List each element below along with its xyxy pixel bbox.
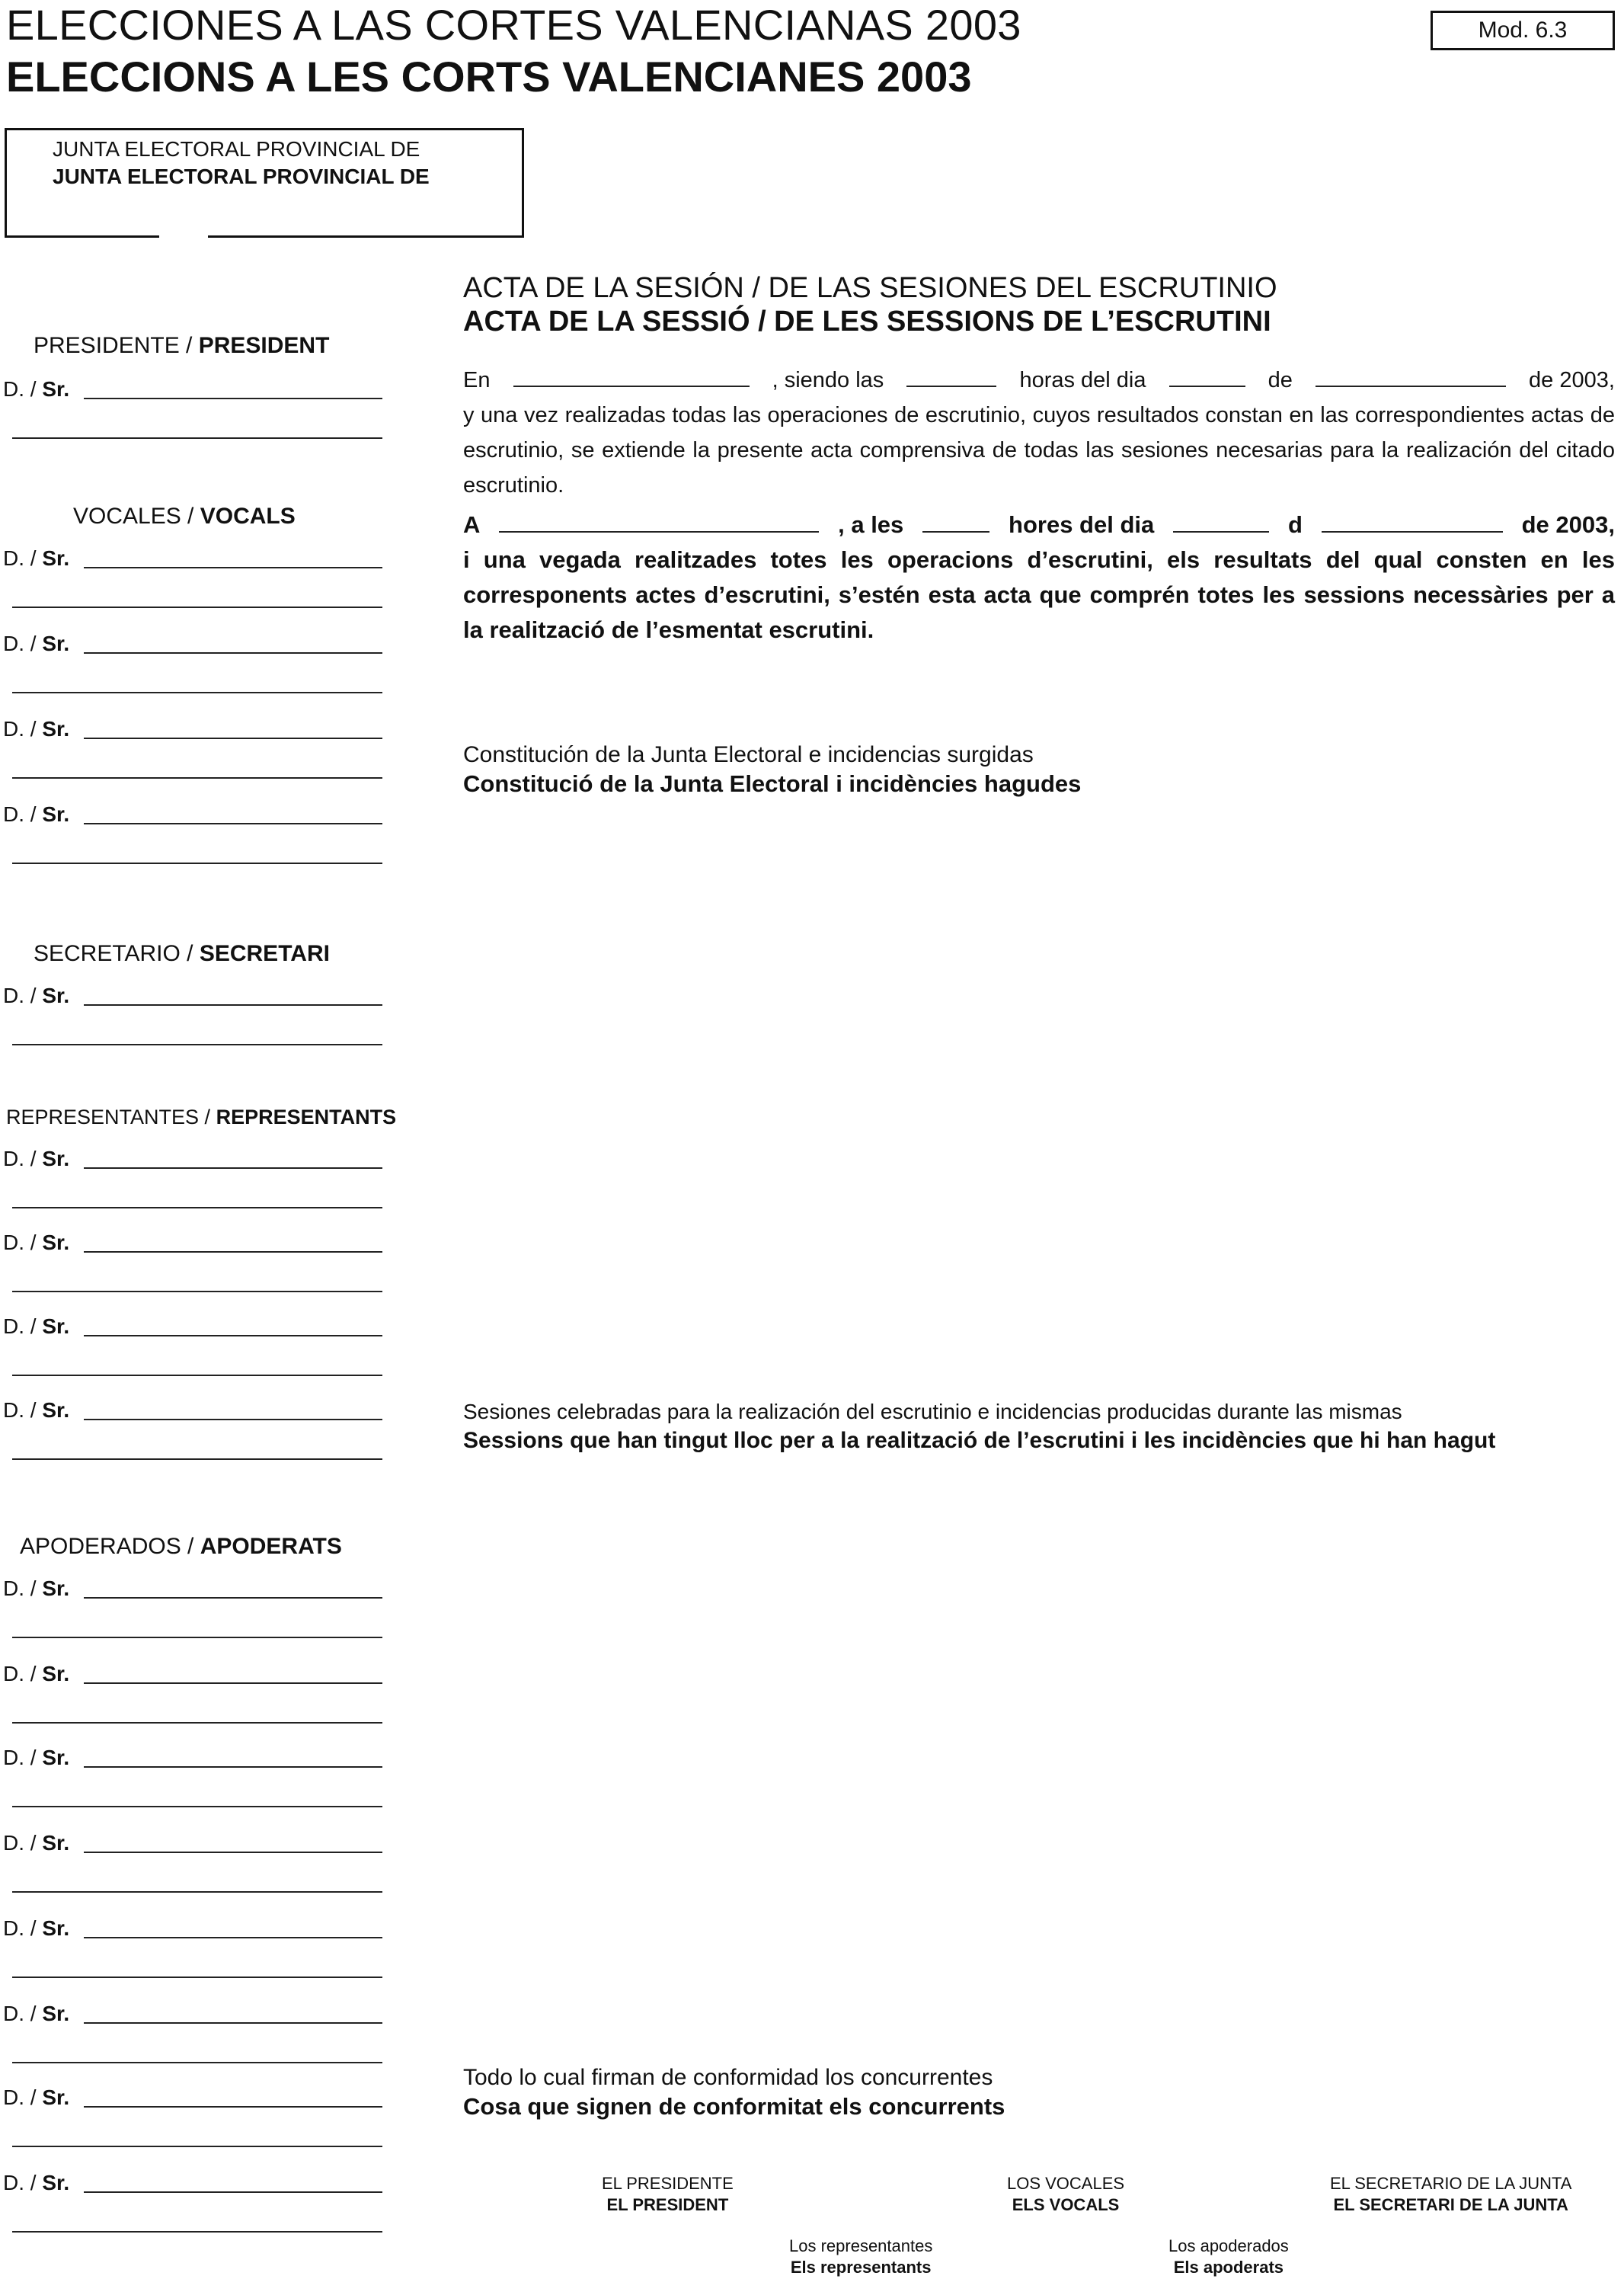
vocales-name-row [3, 716, 69, 742]
representantes-name-row [3, 1230, 69, 1256]
model-number-badge: Mod. 6.3 [1431, 11, 1615, 50]
prefix-label: D. / [3, 1916, 37, 1940]
prefix-label-va: Sr. [42, 717, 70, 741]
hour-field[interactable] [906, 366, 996, 387]
apoderados-name-field[interactable] [84, 1597, 382, 1599]
prefix-label: D. / [3, 1231, 37, 1254]
apoderados-signature-field[interactable] [12, 2062, 382, 2063]
prefix-label: D. / [3, 546, 37, 570]
prefix-label-va: Sr. [42, 1398, 70, 1422]
hour-field-va[interactable] [922, 511, 989, 533]
prefix-label-va: Sr. [42, 632, 70, 655]
prefix-label-va: Sr. [42, 2171, 70, 2194]
firma-section: Todo lo cual firman de conformidad los concurrentes Cosa que signen de conformitat els concurrents [463, 2065, 1005, 2120]
president-group-label: PRESIDENTE / PRESIDENT [34, 333, 330, 358]
acta-title-spanish: ACTA DE LA SESIÓN / DE LAS SESIONES DEL ESCRUTINIO [463, 272, 1277, 304]
junta-label-valencian: JUNTA ELECTORAL PROVINCIAL DE [53, 165, 430, 188]
apoderados-signature-field[interactable] [12, 1722, 382, 1724]
prefix-label-va: Sr. [42, 1831, 70, 1855]
apoderados-signature-field[interactable] [12, 2231, 382, 2233]
apoderados-name-field[interactable] [84, 2191, 382, 2193]
junta-label-spanish: JUNTA ELECTORAL PROVINCIAL DE [53, 137, 420, 161]
secretario-name-field[interactable] [84, 1004, 382, 1006]
month-field-va[interactable] [1322, 511, 1503, 533]
apoderados-signature-field[interactable] [12, 1637, 382, 1638]
acta-paragraph-valencian: A , a les hores del dia d de 2003, i una vegada realitzades totes les operacions d’escrutini, els resultats del qual consten en les corresponents actes d’escrutini, s’estén esta acta que comprén totes les sessions necessàries per a la realització de l’esmentat escrutini. [463, 511, 1615, 643]
signature-vocales: LOS VOCALES ELS VOCALS [1007, 2174, 1125, 2214]
apoderados-name-row [3, 1745, 69, 1771]
apoderados-name-row [3, 2085, 69, 2111]
prefix-label: D. / [3, 2171, 37, 2194]
prefix-label-va: Sr. [42, 1576, 70, 1600]
junta-box-bottom-line-right [208, 235, 522, 238]
acta-title-valencian: ACTA DE LA SESSIÓ / DE LES SESSIONS DE L’ESCRUTINI [463, 306, 1271, 338]
apoderados-signature-field[interactable] [12, 1891, 382, 1893]
signature-secretario: EL SECRETARIO DE LA JUNTA EL SECRETARI DE LA JUNTA [1330, 2174, 1572, 2214]
apoderados-signature-field[interactable] [12, 1806, 382, 1807]
prefix-label-va: Sr. [42, 2002, 70, 2025]
prefix-label: D. / [3, 802, 37, 826]
prefix-label: D. / [3, 2002, 37, 2025]
prefix-label: D. / [3, 632, 37, 655]
apoderados-signature-field[interactable] [12, 1977, 382, 1978]
vocales-name-field[interactable] [84, 652, 382, 654]
apoderados-name-row [3, 1916, 69, 1941]
junta-electoral-box [5, 128, 524, 238]
representantes-name-row [3, 1314, 69, 1340]
prefix-label: D. / [3, 1662, 37, 1685]
place-field-va[interactable] [499, 511, 819, 533]
junta-box-bottom-line-left [7, 235, 159, 238]
vocales-name-field[interactable] [84, 567, 382, 568]
prefix-label-va: Sr. [42, 1231, 70, 1254]
constitucion-section: Constitución de la Junta Electoral e incidencias surgidas Constitució de la Junta Electoral i incidències hagudes [463, 742, 1082, 797]
representantes-name-row [3, 1397, 69, 1423]
vocales-group-label: VOCALES / VOCALS [73, 504, 296, 529]
prefix-label-va: Sr. [42, 377, 70, 401]
prefix-label: D. / [3, 1746, 37, 1769]
president-signature-field[interactable] [12, 437, 382, 439]
prefix-label-va: Sr. [42, 1662, 70, 1685]
vocales-signature-field[interactable] [12, 692, 382, 693]
prefix-label-va: Sr. [42, 1314, 70, 1338]
month-field[interactable] [1316, 366, 1506, 387]
apoderados-signature-field[interactable] [12, 2146, 382, 2147]
vocales-signature-field[interactable] [12, 863, 382, 864]
prefix-label: D. / [3, 984, 37, 1007]
secretario-name-row [3, 983, 69, 1009]
apoderados-group-label: APODERADOS / APODERATS [20, 1534, 342, 1559]
prefix-label-va: Sr. [42, 546, 70, 570]
prefix-label-va: Sr. [42, 802, 70, 826]
representantes-signature-field[interactable] [12, 1291, 382, 1292]
representantes-signature-field[interactable] [12, 1458, 382, 1460]
day-field-va[interactable] [1173, 511, 1269, 533]
apoderados-name-row [3, 2170, 69, 2196]
prefix-label: D. / [3, 2085, 37, 2109]
prefix-label-va: Sr. [42, 2085, 70, 2109]
president-name-row [3, 376, 69, 402]
apoderados-name-field[interactable] [84, 1766, 382, 1768]
acta-paragraph-spanish: En , siendo las horas del dia de de 2003, y una vez realizadas todas las operaciones de escrutinio, cuyos resultados constan en las correspondientes actas de escrutinio, se extiende la presente acta comprensiva de todas las sesiones necesarias para la realización del citado escrutinio. [463, 363, 1615, 503]
vocales-name-field[interactable] [84, 823, 382, 824]
secretario-signature-field[interactable] [12, 1044, 382, 1045]
representantes-signature-field[interactable] [12, 1375, 382, 1376]
apoderados-name-row [3, 1576, 69, 1602]
vocales-name-row [3, 631, 69, 657]
representantes-name-field[interactable] [84, 1419, 382, 1420]
apoderados-name-field[interactable] [84, 1682, 382, 1684]
prefix-label: D. / [3, 717, 37, 741]
representantes-name-field[interactable] [84, 1167, 382, 1169]
prefix-label: D. / [3, 1147, 37, 1170]
prefix-label: D. / [3, 1576, 37, 1600]
prefix-label: D. / [3, 1398, 37, 1422]
apoderados-name-field[interactable] [84, 2022, 382, 2024]
signature-president: EL PRESIDENTE EL PRESIDENT [602, 2174, 734, 2214]
vocales-name-row [3, 802, 69, 827]
signature-apoderados: Los apoderados Els apoderats [1168, 2236, 1289, 2277]
title-spanish: ELECCIONES A LAS CORTES VALENCIANAS 2003 [6, 1, 1021, 49]
apoderados-name-row [3, 1830, 69, 1856]
vocales-name-field[interactable] [84, 738, 382, 739]
prefix-label: D. / [3, 1831, 37, 1855]
vocales-signature-field[interactable] [12, 777, 382, 779]
apoderados-name-field[interactable] [84, 1852, 382, 1853]
prefix-label-va: Sr. [42, 1147, 70, 1170]
place-field[interactable] [513, 366, 750, 387]
representantes-signature-field[interactable] [12, 1207, 382, 1208]
apoderados-name-field[interactable] [84, 1937, 382, 1938]
representantes-group-label: REPRESENTANTES / REPRESENTANTS [6, 1106, 397, 1128]
sesiones-section: Sesiones celebradas para la realización del escrutinio e incidencias producidas durante las mismas Sessions que han tingut lloc per a la realització de l’escrutini i les incidències que hi han hagut [463, 1400, 1496, 1453]
day-field[interactable] [1169, 366, 1245, 387]
prefix-label-va: Sr. [42, 1746, 70, 1769]
prefix-label: D. / [3, 377, 37, 401]
apoderados-name-row [3, 2001, 69, 2027]
apoderados-name-field[interactable] [84, 2106, 382, 2108]
title-valencian: ELECCIONS A LES CORTS VALENCIANES 2003 [6, 53, 972, 101]
prefix-label: D. / [3, 1314, 37, 1338]
representantes-name-field[interactable] [84, 1251, 382, 1253]
signature-representantes: Los representantes Els representants [789, 2236, 933, 2277]
prefix-label-va: Sr. [42, 1916, 70, 1940]
representantes-name-field[interactable] [84, 1335, 382, 1336]
representantes-name-row [3, 1146, 69, 1172]
secretario-group-label: SECRETARIO / SECRETARI [34, 941, 330, 966]
vocales-signature-field[interactable] [12, 607, 382, 608]
president-name-field[interactable] [84, 398, 382, 399]
apoderados-name-row [3, 1661, 69, 1687]
prefix-label-va: Sr. [42, 984, 70, 1007]
vocales-name-row [3, 546, 69, 571]
